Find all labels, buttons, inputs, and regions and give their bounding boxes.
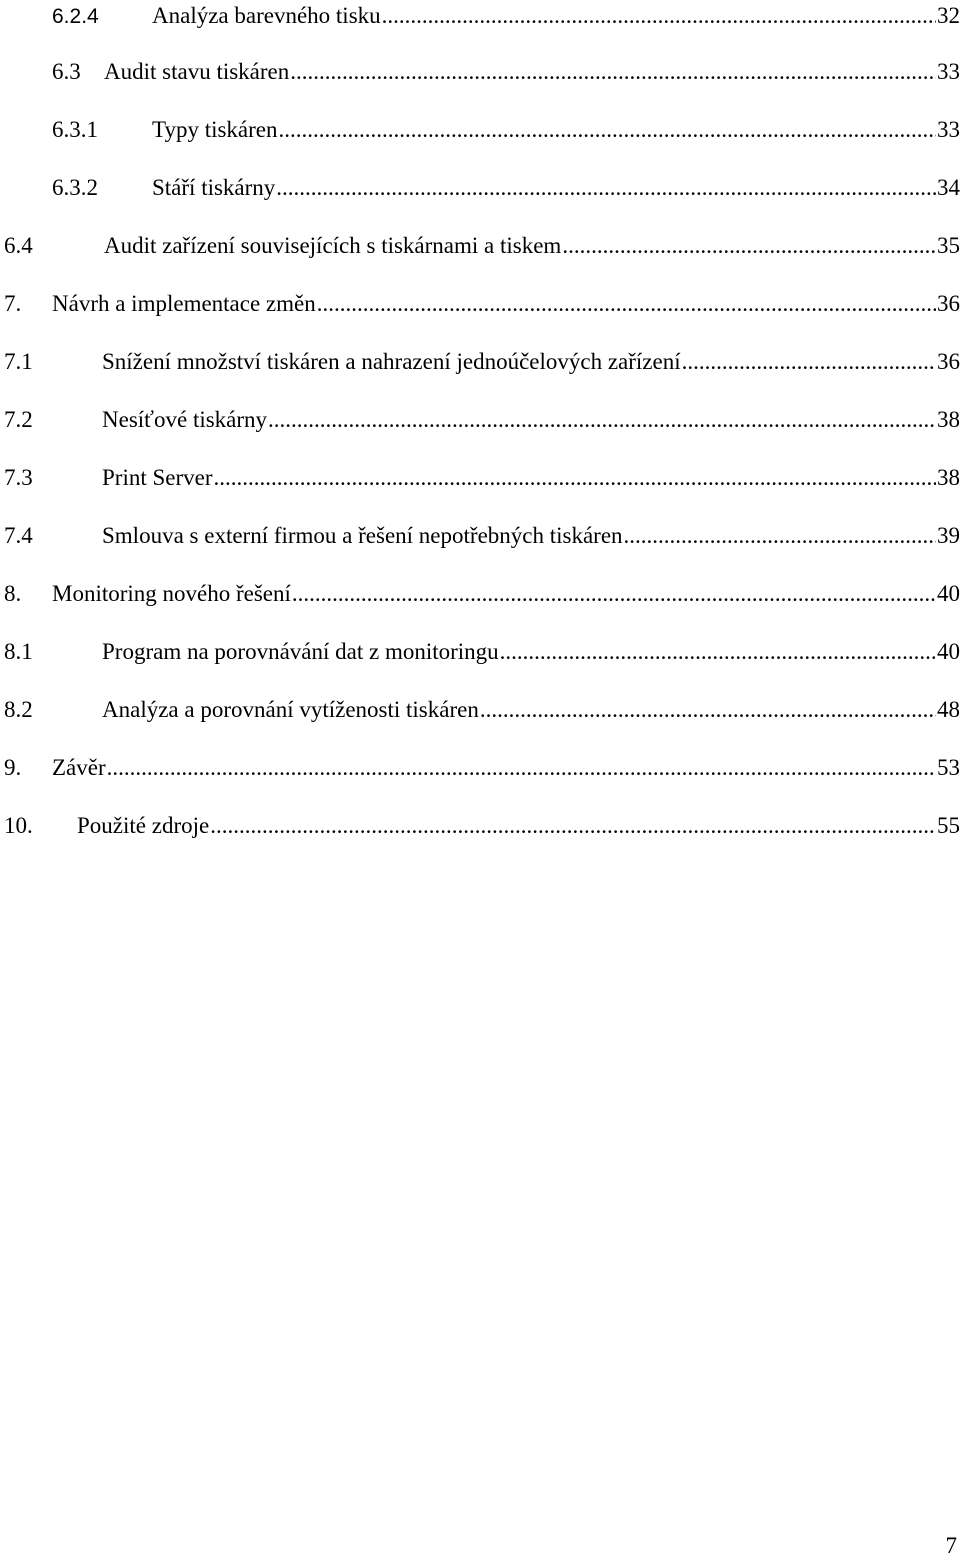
toc-dot-leader <box>210 810 936 842</box>
toc-dot-leader <box>279 114 936 146</box>
toc-entry[interactable] <box>4 404 960 436</box>
toc-entry-page: 33 <box>937 117 960 142</box>
toc-entry-page: 55 <box>937 813 960 838</box>
toc-entry-title: Analýza a porovnání vytíženosti tiskáren <box>102 697 479 722</box>
toc-entry-page: 48 <box>937 697 960 722</box>
toc-dot-leader <box>382 0 936 32</box>
toc-entry-page: 33 <box>937 59 960 84</box>
toc-entry[interactable] <box>4 288 960 320</box>
toc-dot-leader <box>268 404 936 436</box>
toc-entry-title: Závěr <box>52 755 106 780</box>
toc-dot-leader <box>276 172 936 204</box>
toc-entry[interactable] <box>4 578 960 610</box>
toc-dot-leader <box>107 752 936 784</box>
toc-entry-title: Analýza barevného tisku <box>152 3 381 28</box>
toc-entry-title: Snížení množství tiskáren a nahrazení jednoúčelových zařízení <box>102 349 681 374</box>
toc-entry[interactable] <box>4 346 960 378</box>
toc-entry[interactable] <box>4 636 960 668</box>
toc-entry-number: 10. <box>4 813 33 838</box>
toc-entry[interactable] <box>52 0 960 32</box>
toc-dot-leader <box>682 346 936 378</box>
toc-entry-number: 8.2 <box>4 697 33 722</box>
toc-entry-page: 39 <box>937 523 960 548</box>
toc-dot-leader <box>480 694 936 726</box>
toc-entry-number: 7.4 <box>4 523 33 548</box>
toc-entry-number: 7. <box>4 291 22 316</box>
toc-entry-number: 7.2 <box>4 407 33 432</box>
toc-entry-page: 53 <box>937 755 960 780</box>
toc-entry[interactable] <box>4 694 960 726</box>
toc-entry-title: Program na porovnávání dat z monitoringu <box>102 639 499 664</box>
toc-entry-page: 32 <box>937 3 960 28</box>
toc-entry[interactable] <box>4 462 960 494</box>
toc-entry-number: 8. <box>4 581 22 606</box>
toc-dot-leader <box>317 288 936 320</box>
toc-entry[interactable] <box>52 114 960 146</box>
toc-entry-page: 36 <box>937 291 960 316</box>
toc-entry-page: 38 <box>937 407 960 432</box>
toc-entry-number: 9. <box>4 755 22 780</box>
toc-entry-title: Použité zdroje <box>77 813 210 838</box>
toc-entry[interactable] <box>4 230 960 262</box>
toc-entry-title: Audit stavu tiskáren <box>104 59 290 84</box>
toc-entry-number: 6.4 <box>4 233 33 258</box>
toc-entry-page: 35 <box>937 233 960 258</box>
toc-entry-page: 38 <box>937 465 960 490</box>
toc-dot-leader <box>290 56 936 88</box>
toc-entry-number: 8.1 <box>4 639 33 664</box>
toc-entry-number: 6.2.4 <box>52 5 99 28</box>
toc-dot-leader <box>624 520 936 552</box>
toc-dot-leader <box>562 230 936 262</box>
toc-entry-number: 7.3 <box>4 465 33 490</box>
toc-dot-leader <box>500 636 936 668</box>
toc-entry-title: Typy tiskáren <box>152 117 278 142</box>
toc-dot-leader <box>292 578 936 610</box>
toc-entry-title: Audit zařízení souvisejících s tiskárnami a tiskem <box>104 233 562 258</box>
toc-entry-title: Smlouva s externí firmou a řešení nepotřebných tiskáren <box>102 523 623 548</box>
toc-entry-title: Monitoring nového řešení <box>52 581 291 606</box>
toc-entry-number: 6.3 <box>52 59 81 84</box>
toc-entry[interactable] <box>4 520 960 552</box>
toc-entry-title: Nesíťové tiskárny <box>102 407 268 432</box>
toc-entry-page: 36 <box>937 349 960 374</box>
toc-entry-title: Stáří tiskárny <box>152 175 276 200</box>
toc-dot-leader <box>214 462 936 494</box>
toc-entry-page: 40 <box>937 581 960 606</box>
toc-entry[interactable] <box>52 56 960 88</box>
toc-entry-number: 6.3.1 <box>52 117 98 142</box>
toc-entry[interactable] <box>52 172 960 204</box>
toc-entry-page: 40 <box>937 639 960 664</box>
toc-entry-title: Návrh a implementace změn <box>52 291 316 316</box>
toc-entry-title: Print Server <box>102 465 213 490</box>
toc-entry-page: 34 <box>937 175 960 200</box>
toc-entry-number: 6.3.2 <box>52 175 98 200</box>
toc-entry[interactable] <box>4 810 960 842</box>
toc-entry-number: 7.1 <box>4 349 33 374</box>
toc-entry[interactable] <box>4 752 960 784</box>
page-number: 7 <box>945 1533 957 1558</box>
